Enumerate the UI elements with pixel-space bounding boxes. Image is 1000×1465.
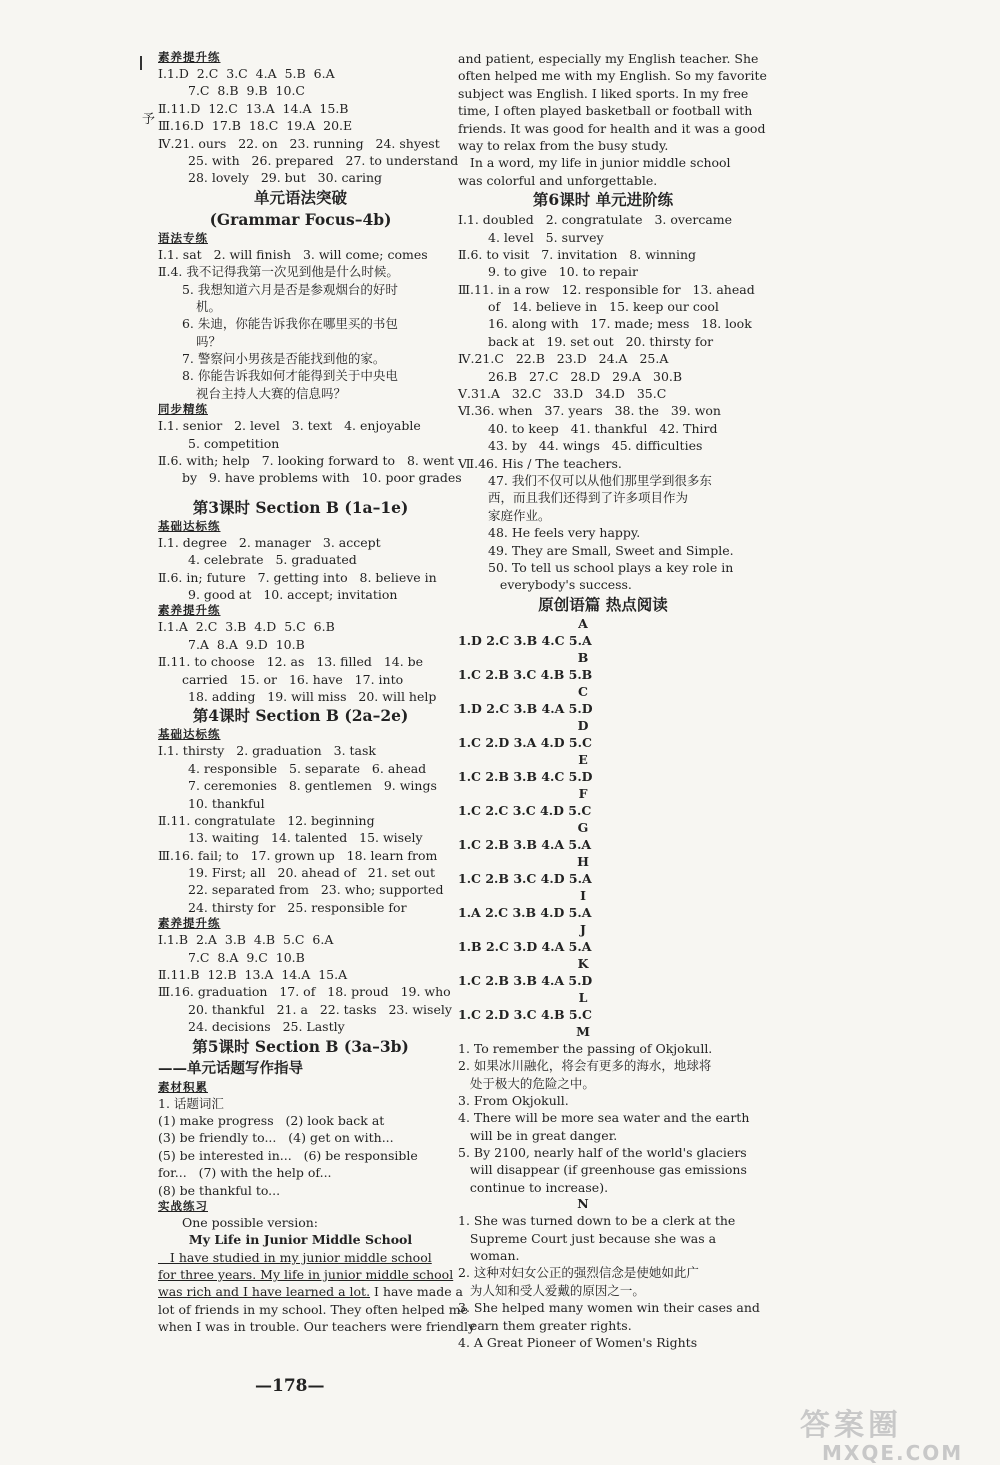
left-line-l55: Ⅲ.16. graduation 17. of 18. proud 19. who xyxy=(158,984,451,1000)
section-letter-h: H xyxy=(577,853,589,869)
answer-row-l: 1.C 2.D 3.C 4.B 5.C xyxy=(458,1006,592,1022)
left-line-l50: 24. thirsty for 25. responsible for xyxy=(188,899,407,915)
left-line-l17: 吗？ xyxy=(188,333,221,349)
left-line-l32: 9. good at 10. accept; invitation xyxy=(188,586,398,602)
right-line-r23: 43. by 44. wings 45. difficulties xyxy=(488,438,703,454)
page-edge-mark xyxy=(140,56,142,70)
m-items-line: 2. 如果冰川融化，将会有更多的海水，地球将 xyxy=(458,1058,712,1074)
right-line-r27: 家庭作业。 xyxy=(488,507,551,523)
right-line-r17: back at 19. set out 20. thirsty for xyxy=(488,333,714,349)
left-line-l71 xyxy=(158,1266,454,1283)
plain-text: I have made a xyxy=(370,1284,464,1300)
n-items-line: earn them greater rights. xyxy=(458,1317,632,1333)
n-items-line: 为人知和受人爱戴的原因之一。 xyxy=(458,1282,645,1298)
right-line-r21: Ⅵ.36. when 37. years 38. the 39. won xyxy=(458,403,721,419)
right-line-r10: Ⅰ.1. doubled 2. congratulate 3. overcame xyxy=(458,212,733,228)
left-line-l61: 1. 话题词汇 xyxy=(158,1095,224,1111)
right-line-r13: 9. to give 10. to repair xyxy=(488,264,638,280)
n-items-line: 1. She was turned down to be a clerk at the xyxy=(458,1213,736,1229)
answer-row-d: 1.C 2.D 3.A 4.D 5.C xyxy=(458,734,592,750)
left-line-l48: 19. First; all 20. ahead of 21. set out xyxy=(188,865,436,881)
left-line-l73: lot of friends in my school. They often helped me xyxy=(158,1301,468,1317)
right-line-r18: Ⅳ.21.C 22.B 23.D 24.A 25.A xyxy=(458,351,669,367)
n-items-line: 4. A Great Pioneer of Women's Rights xyxy=(458,1334,698,1350)
left-line-l31: Ⅱ.6. in; future 7. getting into 8. believe in xyxy=(158,569,437,585)
page-number: —178— xyxy=(255,1376,325,1396)
left-line-l44: 10. thankful xyxy=(188,795,265,811)
left-line-l38: 18. adding 19. will miss 20. will help xyxy=(188,688,437,704)
left-line-l22: Ⅰ.1. senior 2. level 3. text 4. enjoyable xyxy=(158,418,421,434)
left-line-l15: 机。 xyxy=(188,298,221,314)
left-line-l7: 25. with 26. prepared 27. to understand xyxy=(188,152,459,168)
right-line-r31: everybody's success. xyxy=(488,577,632,593)
right-line-r7: In a word, my life in junior middle school xyxy=(458,155,731,171)
reading-answers xyxy=(458,616,748,1024)
section-letter-e: E xyxy=(578,751,588,767)
left-line-l27: 第3课时 Section B (1a–1e) xyxy=(192,497,409,517)
answer-row-a: 1.D 2.C 3.B 4.C 5.A xyxy=(458,632,592,648)
right-line-r8: was colorful and unforgettable. xyxy=(458,172,658,188)
n-items-line: Supreme Court just because she was a xyxy=(458,1230,717,1246)
right-line-r28: 48. He feels very happy. xyxy=(488,525,641,541)
left-line-l19: 8. 你能告诉我如何才能得到关于中央电 xyxy=(174,368,398,384)
left-line-l29: Ⅰ.1. degree 2. manager 3. accept xyxy=(158,534,381,550)
section-letter-k: K xyxy=(577,955,589,971)
left-line-l43: 7. ceremonies 8. gentlemen 9. wings xyxy=(188,778,437,794)
n-answers xyxy=(458,1212,760,1351)
left-line-l66: (8) be thankful to... xyxy=(158,1182,281,1198)
right-line-r4: time, I often played basketball or football with xyxy=(458,103,753,119)
left-line-l46: 13. waiting 14. talented 15. wisely xyxy=(188,830,423,846)
section-letter-g: G xyxy=(577,819,589,835)
section-letter-a: A xyxy=(578,615,588,631)
section-letter-d: D xyxy=(577,717,589,733)
left-line-l12: Ⅰ.1. sat 2. will finish 3. will come; comes xyxy=(158,246,428,262)
n-items-line: 2. 这种对妇女公正的强烈信念是使她如此广 xyxy=(458,1265,699,1281)
right-line-r6: way to relax from the busy study. xyxy=(458,137,669,153)
right-line-r12: Ⅱ.6. to visit 7. invitation 8. winning xyxy=(458,246,697,262)
left-column xyxy=(158,50,476,1336)
left-line-l57: 24. decisions 25. Lastly xyxy=(188,1019,345,1035)
section-letter-j: J xyxy=(580,921,586,937)
m-items-line: will disappear (if greenhouse gas emissions xyxy=(458,1162,747,1178)
left-line-l35: 7.A 8.A 9.D 10.B xyxy=(188,636,305,652)
answer-row-f: 1.C 2.C 3.C 4.D 5.C xyxy=(458,802,592,818)
left-line-l34: Ⅰ.1.A 2.C 3.B 4.D 5.C 6.B xyxy=(158,619,335,635)
left-line-l26 xyxy=(158,487,443,497)
left-line-l28: 基础达标练 xyxy=(158,518,221,533)
left-line-l74: when I was in trouble. Our teachers were friendly xyxy=(158,1319,476,1335)
left-line-l13: Ⅱ.4. 我不记得我第一次见到他是什么时候。 xyxy=(158,264,399,280)
left-line-l11: 语法专练 xyxy=(158,230,208,245)
right-line-r16: 16. along with 17. made; mess 18. look xyxy=(488,316,752,332)
left-line-l72 xyxy=(158,1283,464,1300)
right-line-r25: 47. 我们不仅可以从他们那里学到很多东 xyxy=(488,472,712,488)
left-line-l65: for... (7) with the help of... xyxy=(158,1165,332,1181)
left-line-l5: Ⅲ.16.D 17.B 18.C 19.A 20.E xyxy=(158,118,353,134)
left-line-l16: 6. 朱迪，你能告诉我你在哪里买的书包 xyxy=(174,316,398,332)
right-line-r19: 26.B 27.C 28.D 29.A 30.B xyxy=(488,368,683,384)
left-line-l49: 22. separated from 23. who; supported xyxy=(188,882,444,898)
left-line-l37: carried 15. or 16. have 17. into xyxy=(174,671,404,687)
right-line-r24: Ⅶ.46. His / The teachers. xyxy=(458,455,622,471)
left-line-l63: (3) be friendly to... (4) get on with... xyxy=(158,1130,394,1146)
left-line-l54: Ⅱ.11.B 12.B 13.A 14.A 15.A xyxy=(158,967,348,983)
left-line-l42: 4. responsible 5. separate 6. ahead xyxy=(188,760,427,776)
section-letter-l: L xyxy=(578,989,588,1005)
left-line-l14: 5. 我想知道六月是否是参观烟台的好时 xyxy=(174,281,398,297)
left-line-l25: by 9. have problems with 10. poor grades xyxy=(174,470,462,486)
margin-mark: 予 xyxy=(142,112,156,127)
left-line-l58: 第5课时 Section B (3a–3b) xyxy=(192,1036,409,1056)
n-items-line: 3. She helped many women win their cases and xyxy=(458,1300,760,1316)
m-answers xyxy=(458,1040,748,1197)
left-line-l10: (Grammar Focus–4b) xyxy=(209,209,392,229)
right-column xyxy=(458,50,767,1351)
right-line-r11: 4. level 5. survey xyxy=(488,229,604,245)
m-items-line: 处于极大的危险之中。 xyxy=(458,1075,595,1091)
left-line-l56: 20. thankful 21. a 22. tasks 23. wisely xyxy=(188,1001,452,1017)
answer-row-h: 1.C 2.B 3.C 4.D 5.A xyxy=(458,870,592,886)
right-line-r22: 40. to keep 41. thankful 42. Third xyxy=(488,420,718,436)
left-line-l18: 7. 警察问小男孩是否能找到他的家。 xyxy=(174,351,386,367)
answer-row-i: 1.A 2.C 3.B 4.D 5.A xyxy=(458,904,592,920)
right-line-r29: 49. They are Small, Sweet and Simple. xyxy=(488,542,734,558)
underlined-text: for three years. My life in junior middle school xyxy=(158,1267,454,1283)
left-line-l36: Ⅱ.11. to choose 12. as 13. filled 14. be xyxy=(158,654,424,670)
left-line-l45: Ⅱ.11. congratulate 12. beginning xyxy=(158,812,375,828)
left-line-l68: One possible version: xyxy=(174,1214,318,1230)
right-line-r14: Ⅲ.11. in a row 12. responsible for 13. ahead xyxy=(458,281,755,297)
m-items-line: 1. To remember the passing of Okjokull. xyxy=(458,1040,713,1056)
left-line-l21: 同步精练 xyxy=(158,402,208,417)
left-line-l2: Ⅰ.1.D 2.C 3.C 4.A 5.B 6.A xyxy=(158,66,335,81)
right-line-r1: and patient, especially my English teacher. She xyxy=(458,51,759,66)
left-line-l52: Ⅰ.1.B 2.A 3.B 4.B 5.C 6.A xyxy=(158,932,334,948)
left-line-l47: Ⅲ.16. fail; to 17. grown up 18. learn from xyxy=(158,847,438,863)
section-letter-n: N xyxy=(577,1196,589,1212)
m-items-line: 4. There will be more sea water and the earth xyxy=(458,1110,750,1126)
left-line-l33: 素养提升练 xyxy=(158,603,221,618)
m-items-line: 5. By 2100, nearly half of the world's glaciers xyxy=(458,1145,747,1161)
m-items-line: will be in great danger. xyxy=(458,1127,618,1143)
left-line-l64: (5) be interested in... (6) be responsible xyxy=(158,1147,418,1163)
answer-row-j: 1.B 2.C 3.D 4.A 5.A xyxy=(458,938,592,954)
right-line-r30: 50. To tell us school plays a key role in xyxy=(488,559,734,575)
right-line-r15: of 14. believe in 15. keep our cool xyxy=(488,299,719,315)
n-items-line: woman. xyxy=(458,1248,520,1264)
right-line-r26: 西，而且我们还得到了许多项目作为 xyxy=(488,490,689,506)
left-line-l53: 7.C 8.A 9.C 10.B xyxy=(188,949,305,965)
answer-row-k: 1.C 2.B 3.B 4.A 5.D xyxy=(458,972,593,988)
left-line-l1: 素养提升练 xyxy=(158,50,221,64)
right-line-r32: 原创语篇 热点阅读 xyxy=(538,594,668,614)
left-line-l60: 素材积累 xyxy=(158,1079,208,1094)
section-letter-i: I xyxy=(580,887,586,903)
left-line-l23: 5. competition xyxy=(188,435,280,451)
left-line-l40: 基础达标练 xyxy=(158,727,221,742)
right-line-r5: friends. It was good for health and it was a good xyxy=(458,120,766,136)
left-line-l3: 7.C 8.B 9.B 10.C xyxy=(188,83,305,99)
section-letter-f: F xyxy=(578,785,588,801)
right-line-r20: Ⅴ.31.A 32.C 33.D 34.D 35.C xyxy=(458,386,667,402)
right-column-lines xyxy=(458,50,767,616)
left-line-l20: 视台主持人大赛的信息吗？ xyxy=(188,385,346,401)
left-line-l41: Ⅰ.1. thirsty 2. graduation 3. task xyxy=(158,743,376,759)
left-line-l67: 实战练习 xyxy=(158,1198,208,1213)
answer-row-g: 1.C 2.B 3.B 4.A 5.A xyxy=(458,836,592,852)
underlined-text: was rich and I have learned a lot. xyxy=(158,1284,371,1300)
answer-row-e: 1.C 2.B 3.B 4.C 5.D xyxy=(458,768,593,784)
left-line-l70 xyxy=(158,1249,443,1266)
left-line-l9: 单元语法突破 xyxy=(253,187,347,207)
section-letter-c: C xyxy=(578,683,588,699)
m-items-line: continue to increase). xyxy=(458,1179,609,1195)
m-items-line: 3. From Okjokull. xyxy=(458,1092,569,1108)
underlined-text: I have studied in my junior middle school xyxy=(158,1249,432,1265)
section-letter-m: M xyxy=(576,1023,590,1039)
watermark xyxy=(800,1410,963,1464)
left-line-l4: Ⅱ.11.D 12.C 13.A 14.A 15.B xyxy=(158,100,349,116)
left-line-l30: 4. celebrate 5. graduated xyxy=(188,552,357,568)
watermark-url: MXQE.COM xyxy=(822,1441,964,1465)
left-line-l59: ——单元话题写作指导 xyxy=(158,1059,303,1077)
answer-row-c: 1.D 2.C 3.B 4.A 5.D xyxy=(458,700,593,716)
answer-row-b: 1.C 2.B 3.C 4.B 5.B xyxy=(458,666,593,682)
left-line-l6: Ⅳ.21. ours 22. on 23. running 24. shyest xyxy=(158,135,440,151)
right-line-r9: 第6课时 单元进阶练 xyxy=(532,190,674,210)
left-line-l69: My Life in Junior Middle School xyxy=(188,1232,413,1248)
watermark-logo-text: 答案圈 xyxy=(800,1408,902,1443)
left-line-l24: Ⅱ.6. with; help 7. looking forward to 8. went xyxy=(158,453,455,469)
left-line-l51: 素养提升练 xyxy=(158,916,221,931)
left-line-l62: (1) make progress (2) look back at xyxy=(158,1112,385,1128)
right-line-r2: often helped me with my English. So my favorite xyxy=(458,68,767,84)
left-line-l8: 28. lovely 29. but 30. caring xyxy=(188,170,382,186)
right-line-r3: subject was English. I liked sports. In my free xyxy=(458,85,749,101)
left-line-l39: 第4课时 Section B (2a–2e) xyxy=(192,706,409,726)
section-letter-b: B xyxy=(577,649,589,665)
